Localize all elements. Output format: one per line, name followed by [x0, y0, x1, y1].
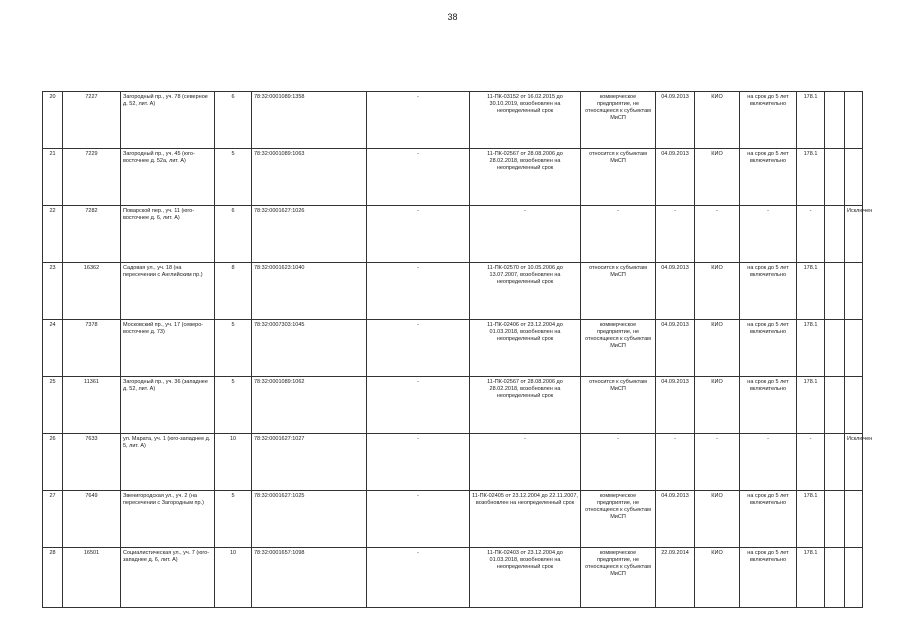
row-number-cell: 21: [43, 149, 63, 206]
note-cell: [845, 92, 863, 149]
organization-cell: КИО: [695, 377, 740, 434]
subject-status-cell: относится к субъектам МиСП: [581, 377, 656, 434]
empty-cell: [825, 491, 845, 548]
contract-cell: 11-ПК-02406 от 23.12.2004 до 01.03.2018, возобновлен на неопределенный срок: [470, 320, 581, 377]
object-id-cell: 7378: [63, 320, 121, 377]
cadastral-number-cell: 78:32:0001089:1358: [252, 92, 367, 149]
note-cell: [845, 548, 863, 608]
area-cell: 8: [215, 263, 252, 320]
note-cell: [845, 377, 863, 434]
address-cell: Звенигородская ул., уч. 2 (на пересечении с Загородным пр.): [121, 491, 215, 548]
term-cell: на срок до 5 лет включительно: [740, 92, 797, 149]
contract-cell: 11-ПК-02567 от 28.08.2006 до 28.02.2018, возобновлен на неопределенный срок: [470, 149, 581, 206]
area-cell: 6: [215, 206, 252, 263]
table-row: [43, 320, 863, 377]
page-number: 38: [447, 12, 458, 22]
organization-cell: КИО: [695, 149, 740, 206]
subject-status-cell: -: [581, 434, 656, 491]
placeholder-cell: -: [367, 491, 470, 548]
object-id-cell: 7282: [63, 206, 121, 263]
note-cell: Исключен: [845, 434, 863, 491]
code-cell: 178.1: [797, 377, 825, 434]
empty-cell: [825, 377, 845, 434]
date-cell: 04.09.2013: [656, 320, 695, 377]
area-cell: 5: [215, 320, 252, 377]
object-id-cell: 16362: [63, 263, 121, 320]
row-number-cell: 28: [43, 548, 63, 608]
row-number-cell: 24: [43, 320, 63, 377]
row-number-cell: 27: [43, 491, 63, 548]
date-cell: -: [656, 206, 695, 263]
row-number-cell: 25: [43, 377, 63, 434]
date-cell: 04.09.2013: [656, 377, 695, 434]
organization-cell: КИО: [695, 320, 740, 377]
placeholder-cell: -: [367, 263, 470, 320]
cadastral-number-cell: 78:32:0001089:1062: [252, 377, 367, 434]
empty-cell: [825, 92, 845, 149]
cadastral-number-cell: 78:32:0007303:1045: [252, 320, 367, 377]
note-cell: [845, 320, 863, 377]
cadastral-number-cell: 78:32:0001627:1027: [252, 434, 367, 491]
code-cell: 178.1: [797, 263, 825, 320]
contract-cell: 11-ПК-02567 от 28.08.2006 до 28.02.2018, возобновлен на неопределенный срок: [470, 377, 581, 434]
registry-table: [42, 91, 873, 608]
row-number-cell: 20: [43, 92, 63, 149]
object-id-cell: 7227: [63, 92, 121, 149]
placeholder-cell: -: [367, 548, 470, 608]
placeholder-cell: -: [367, 92, 470, 149]
subject-status-cell: относится к субъектам МиСП: [581, 263, 656, 320]
contract-cell: 11-ПК-02570 от 10.05.2006 до 13.07.2007, возобновлен на неопределенный срок: [470, 263, 581, 320]
area-cell: 5: [215, 491, 252, 548]
empty-cell: [825, 434, 845, 491]
code-cell: -: [797, 206, 825, 263]
date-cell: 04.09.2013: [656, 92, 695, 149]
address-cell: Поварской пер., уч. 11 (юго-восточнее д. 6, лит. А): [121, 206, 215, 263]
code-cell: 178.1: [797, 548, 825, 608]
contract-cell: -: [470, 206, 581, 263]
table-row: [43, 377, 863, 434]
placeholder-cell: -: [367, 320, 470, 377]
term-cell: -: [740, 206, 797, 263]
empty-cell: [825, 206, 845, 263]
note-cell: [845, 491, 863, 548]
subject-status-cell: коммерческое предприятие, не относящееся к субъектам МиСП: [581, 491, 656, 548]
subject-status-cell: относится к субъектам МиСП: [581, 149, 656, 206]
organization-cell: КИО: [695, 491, 740, 548]
empty-cell: [825, 263, 845, 320]
code-cell: 178.1: [797, 149, 825, 206]
note-cell: [845, 149, 863, 206]
area-cell: 5: [215, 149, 252, 206]
date-cell: 04.09.2013: [656, 149, 695, 206]
area-cell: 10: [215, 548, 252, 608]
table-row: [43, 263, 863, 320]
contract-cell: -: [470, 434, 581, 491]
contract-cell: 11-ПК-02403 от 23.12.2004 до 01.03.2018, возобновлен на неопределенный срок: [470, 548, 581, 608]
table-row: [43, 491, 863, 548]
code-cell: -: [797, 434, 825, 491]
row-number-cell: 23: [43, 263, 63, 320]
area-cell: 6: [215, 92, 252, 149]
row-number-cell: 22: [43, 206, 63, 263]
object-id-cell: 7229: [63, 149, 121, 206]
table-row: [43, 434, 863, 491]
table-row: [43, 206, 863, 263]
date-cell: 04.09.2013: [656, 263, 695, 320]
organization-cell: -: [695, 206, 740, 263]
contract-cell: 11-ПК-02405 от 23.12.2004 до 22.11.2007, возобновлен на неопределенный срок: [470, 491, 581, 548]
term-cell: на срок до 5 лет включительно: [740, 263, 797, 320]
term-cell: на срок до 5 лет включительно: [740, 491, 797, 548]
empty-cell: [825, 548, 845, 608]
placeholder-cell: -: [367, 377, 470, 434]
date-cell: 04.09.2013: [656, 491, 695, 548]
address-cell: Московский пр., уч. 17 (северо-восточнее д. 73): [121, 320, 215, 377]
organization-cell: КИО: [695, 263, 740, 320]
date-cell: 22.09.2014: [656, 548, 695, 608]
address-cell: ул. Марата, уч. 1 (юго-западнее д. 5, лит. А): [121, 434, 215, 491]
table-row: [43, 149, 863, 206]
placeholder-cell: -: [367, 206, 470, 263]
area-cell: 10: [215, 434, 252, 491]
address-cell: Социалистическая ул., уч. 7 (юго-западнее д. 6, лит. А): [121, 548, 215, 608]
empty-cell: [825, 320, 845, 377]
note-cell: Исключен: [845, 206, 863, 263]
object-id-cell: 11361: [63, 377, 121, 434]
object-id-cell: 7633: [63, 434, 121, 491]
cadastral-number-cell: 78:32:0001623:1040: [252, 263, 367, 320]
term-cell: на срок до 5 лет включительно: [740, 548, 797, 608]
cadastral-number-cell: 78:32:0001657:1098: [252, 548, 367, 608]
note-cell: [845, 263, 863, 320]
table-row: [43, 92, 863, 149]
code-cell: 178.1: [797, 491, 825, 548]
object-id-cell: 7649: [63, 491, 121, 548]
term-cell: на срок до 5 лет включительно: [740, 320, 797, 377]
code-cell: 178.1: [797, 320, 825, 377]
placeholder-cell: -: [367, 149, 470, 206]
row-number-cell: 26: [43, 434, 63, 491]
subject-status-cell: коммерческое предприятие, не относящееся к субъектам МиСП: [581, 320, 656, 377]
contract-cell: 11-ПК-03152 от 16.02.2015 до 30.10.2019, возобновлен на неопределенный срок: [470, 92, 581, 149]
term-cell: на срок до 5 лет включительно: [740, 149, 797, 206]
cadastral-number-cell: 78:32:0001089:1063: [252, 149, 367, 206]
address-cell: Загородный пр., уч. 45 (юго-восточнее д. 52а, лит. А): [121, 149, 215, 206]
subject-status-cell: коммерческое предприятие, не относящееся к субъектам МиСП: [581, 548, 656, 608]
object-id-cell: 16501: [63, 548, 121, 608]
placeholder-cell: -: [367, 434, 470, 491]
cadastral-number-cell: 78:32:0001627:1025: [252, 491, 367, 548]
address-cell: Садовая ул., уч. 18 (на пересечении с Английским пр.): [121, 263, 215, 320]
organization-cell: КИО: [695, 92, 740, 149]
cadastral-number-cell: 78:32:0001627:1026: [252, 206, 367, 263]
term-cell: на срок до 5 лет включительно: [740, 377, 797, 434]
address-cell: Загородный пр., уч. 78 (северное д. 52, лит. А): [121, 92, 215, 149]
term-cell: -: [740, 434, 797, 491]
table-row: [43, 548, 863, 608]
address-cell: Загородный пр., уч. 36 (западнее д. 52, лит. А): [121, 377, 215, 434]
subject-status-cell: коммерческое предприятие, не относящееся к субъектам МиСП: [581, 92, 656, 149]
area-cell: 5: [215, 377, 252, 434]
date-cell: -: [656, 434, 695, 491]
organization-cell: КИО: [695, 548, 740, 608]
empty-cell: [825, 149, 845, 206]
organization-cell: -: [695, 434, 740, 491]
subject-status-cell: -: [581, 206, 656, 263]
code-cell: 178.1: [797, 92, 825, 149]
